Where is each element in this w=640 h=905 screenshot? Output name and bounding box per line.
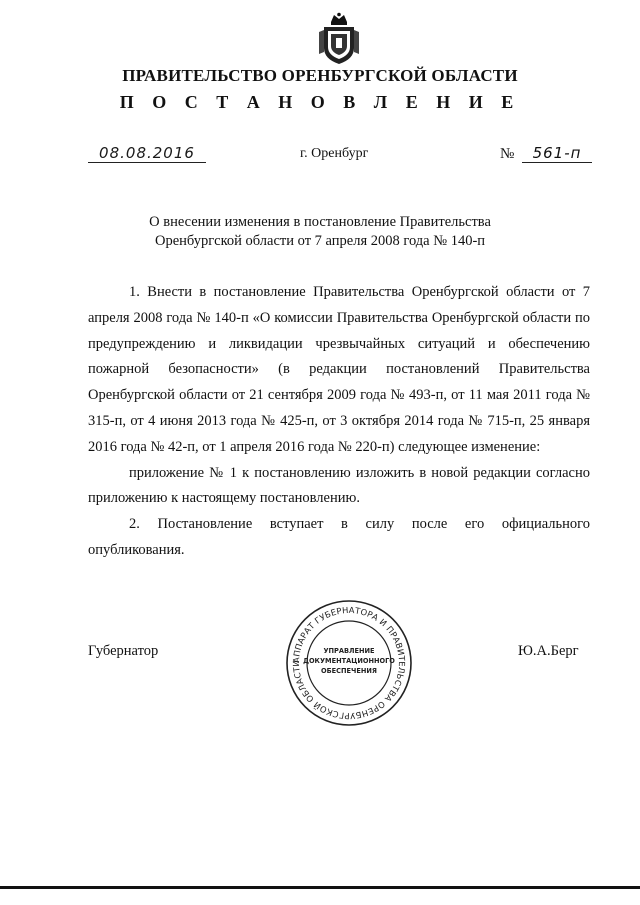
official-stamp: [284, 598, 414, 728]
stamp-center-line-3: ОБЕСПЕЧЕНИЯ: [321, 667, 377, 675]
stamp-ring-text: АППАРАТ ГУБЕРНАТОРА И ПРАВИТЕЛЬСТВА ОРЕНБУРГСКОЙ ОБЛАСТИ: [290, 604, 408, 722]
document-body: [88, 280, 590, 564]
stamp-center-line-2: ДОКУМЕНТАЦИОННОГО: [303, 657, 395, 665]
document-meta: [0, 144, 640, 170]
number-value: 561-п: [522, 144, 592, 163]
document-date: 08.08.2016: [88, 144, 206, 163]
number-label: №: [500, 146, 515, 162]
coat-of-arms-icon: [316, 12, 362, 66]
subject-line-2: Оренбургской области от 7 апреля 2008 года № 140-п: [154, 233, 486, 249]
page-bottom-rule: [0, 886, 640, 889]
subject-line-1: О внесении изменения в постановление Правительства: [149, 214, 491, 230]
organization-title: ПРАВИТЕЛЬСТВО ОРЕНБУРГСКОЙ ОБЛАСТИ: [122, 66, 518, 85]
document-type-title: П О С Т А Н О В Л Е Н И Е: [119, 92, 521, 112]
paragraph-1: 1. Внести в постановление Правительства Оренбургской области от 7 апреля 2008 года № 140-п «О комиссии Правительства Оренбургской области по предупреждению и ликвидации чрезвычайных ситуаций и обеспечению пожарной безопасности» (в редакции постановлений Правительства Оренбургской области от 21 сентября 2009 года № 493-п, от 11 мая 2011 года № 315-п, от 4 июня 2013 года № 425-п, от 3 октября 2014 года № 715-п, 25 января 2016 года № 42-п, от 1 апреля 2016 года № 220-п) следующее изменение:: [88, 284, 590, 455]
document-city: г. Оренбург: [300, 146, 369, 161]
signatory-name: Ю.А.Берг: [518, 643, 579, 659]
stamp-center-line-1: УПРАВЛЕНИЕ: [323, 647, 375, 655]
document-subject: [0, 213, 640, 251]
paragraph-3: 2. Постановление вступает в силу после его официального опубликования.: [88, 516, 590, 558]
signatory-title: Губернатор: [88, 643, 159, 659]
paragraph-2: приложение № 1 к постановлению изложить в новой редакции согласно приложению к настоящему постановлению.: [88, 464, 590, 507]
